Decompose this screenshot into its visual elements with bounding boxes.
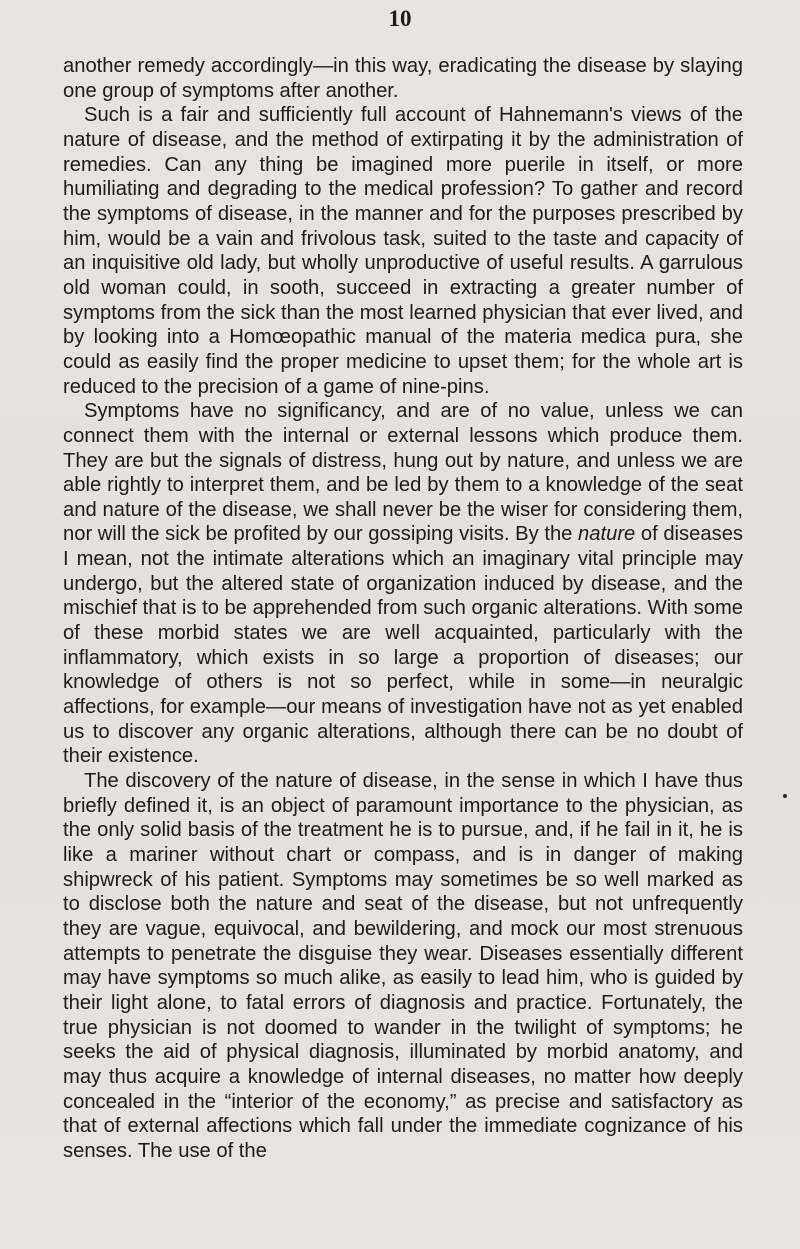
paragraph-discovery-of-disease: The discovery of the nature of disease, in the sense in which I have thus briefly defined it, is an object of paramount importance to the physician, as the only solid basis of the treatment he is to pursue, and, if he fail in it, he is like a mariner without chart or compass, and is in danger of making shipwreck of his patient. Symptoms may sometimes be so well marked as to disclose both the nature and seat of the disease, but not unfrequently they are vague, equivocal, and bewildering, and mock our most strenuous attempts to penetrate the disguise they wear. Diseases essentially different may have symptoms so much alike, as easily to lead him, who is guided by their light alone, to fatal errors of diagnosis and practice. Fortunately, the true physician is not doomed to wander in the twilight of symptoms; he seeks the aid of physical diagnosis, illuminated by morbid anatomy, and may thus acquire a knowledge of internal diseases, no matter how deeply concealed in the “interior of the economy,” as precise and satisfactory as that of external affections which fall under the immediate cognizance of his senses. The use of the xyxy=(63,770,743,1162)
body-text xyxy=(63,54,743,1164)
paragraph-hahnemann-views: Such is a fair and sufficiently full account of Hahnemann's views of the nature of disease, and the method of extirpating it by the administration of remedies. Can any thing be imagined more puerile in itself, or more humiliating and degrading to the medical profession? To gather and record the symptoms of disease, in the manner and for the purposes prescribed by him, would be a vain and frivolous task, suited to the taste and capacity of an inquisitive old lady, but wholly unproductive of useful results. A garrulous old woman could, in sooth, succeed in extracting a greater number of symptoms from the sick than the most learned physician that ever lived, and by looking into a Homœopathic manual of the materia medica pura, she could as easily find the proper medicine to upset them; for the whole art is reduced to the precision of a game of nine-pins. xyxy=(63,104,743,398)
paragraph-text-part: Symptoms have no significancy, and are of no value, unless we can connect them with the internal or external lessons which produce them. They are but the signals of distress, hung out by nature, and unless we are able rightly to interpret them, and be led by them to a knowledge of the seat and nature of the disease, we shall never be the wiser for considering them, nor will the sick be profited by our gossiping visits. By the xyxy=(63,400,743,546)
paragraph-symptoms-significancy xyxy=(63,399,743,769)
ink-speck xyxy=(783,794,787,798)
paragraph-continuation: another remedy accordingly—in this way, eradicating the disease by slaying one group of symptoms after another. xyxy=(63,55,743,102)
paragraph-text-part: of diseases I mean, not the intimate alterations which an imaginary vital principle may undergo, but the altered state of organization induced by disease, and the mischief that is to be apprehended from such organic alterations. With some of these morbid states we are well acquainted, particularly with the inflammatory, which exists in so large a proportion of diseases; our knowledge of others is not so perfect, while in some—in neuralgic affections, for example—our means of investigation have not as yet enabled us to discover any organic alterations, although there can be no doubt of their existence. xyxy=(63,523,744,768)
emphasis-nature: nature xyxy=(578,523,636,546)
page-number: 10 xyxy=(388,6,412,31)
